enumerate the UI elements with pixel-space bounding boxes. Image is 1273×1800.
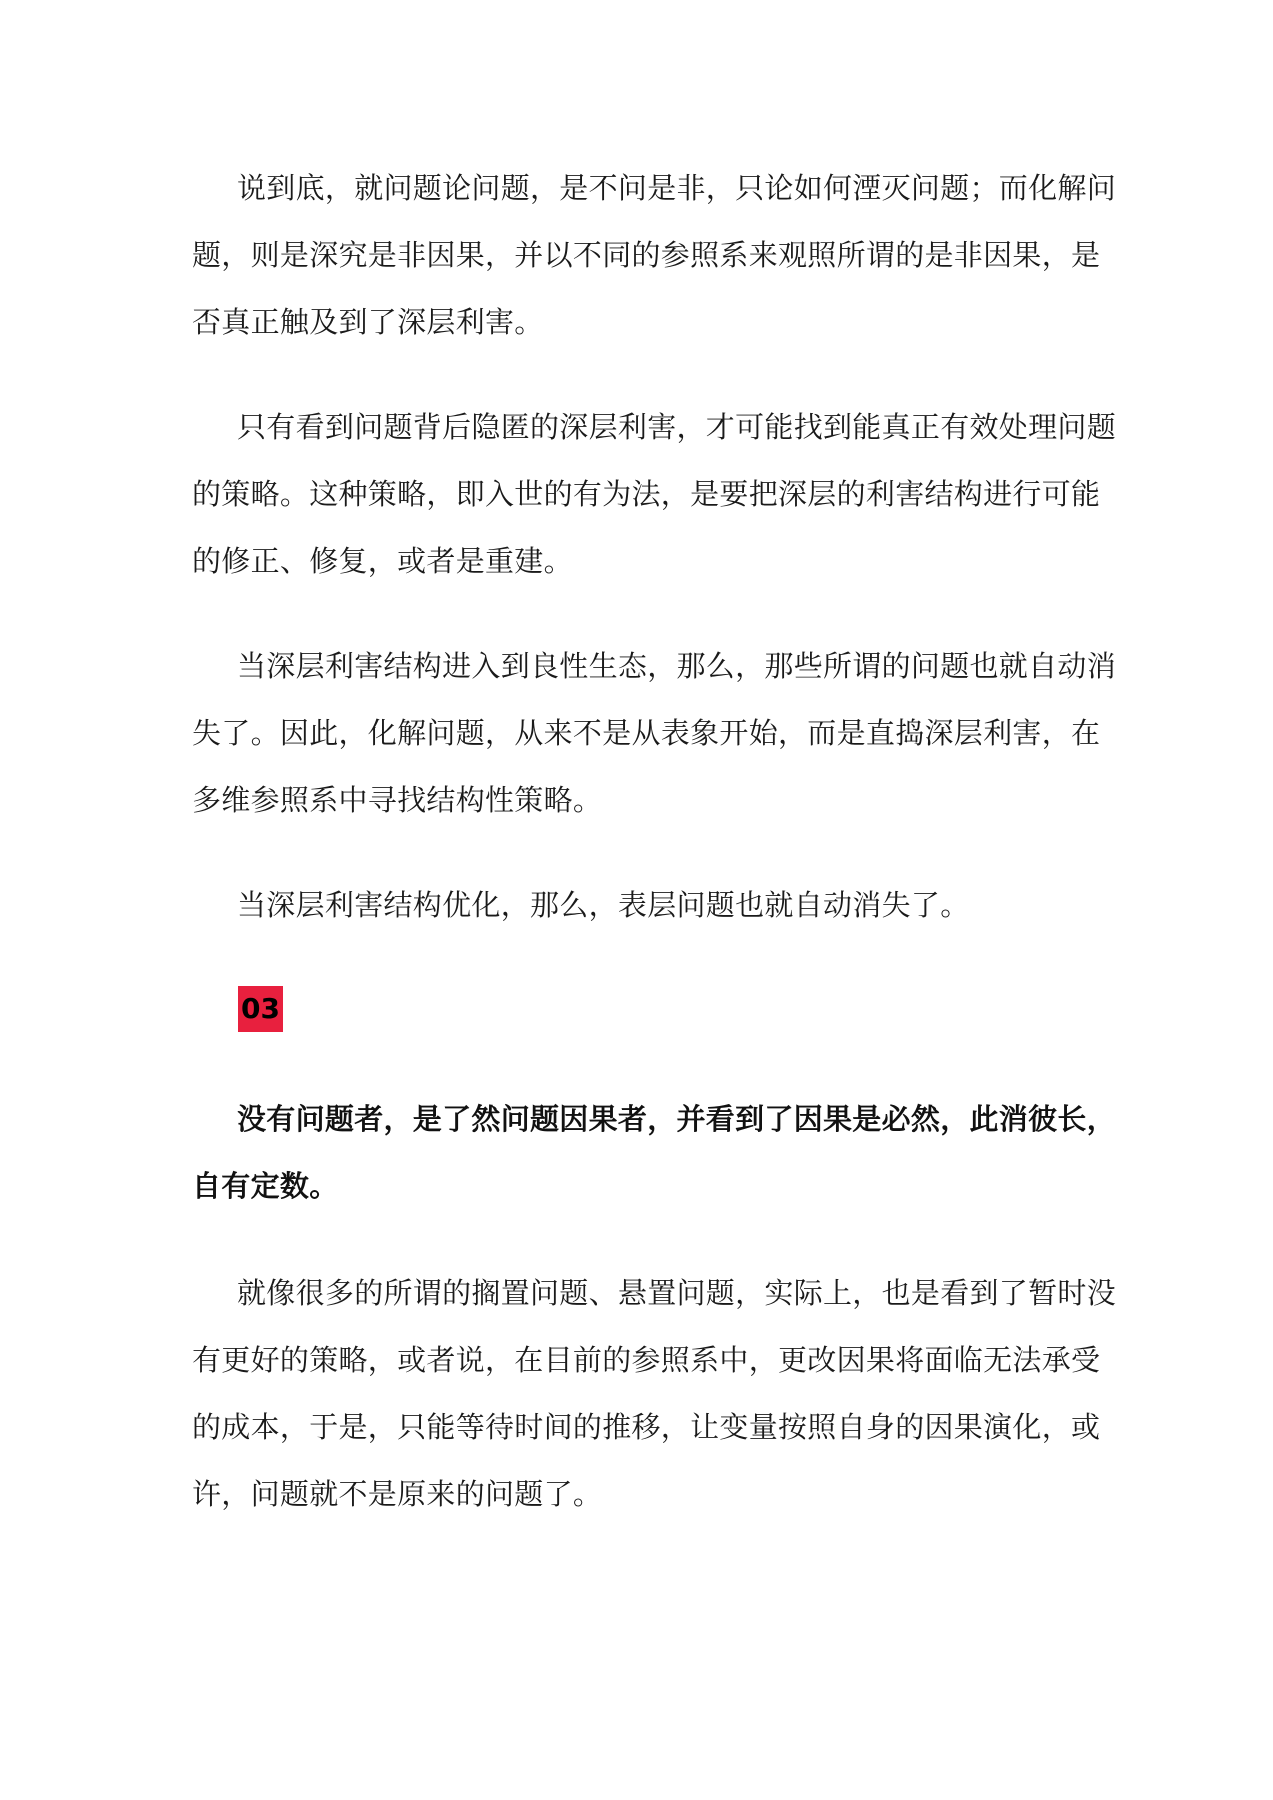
paragraph-2 bbox=[192, 394, 1117, 595]
paragraph-line: 没有问题者，是了然问题因果者，并看到了因果是必然，此消彼长， bbox=[237, 1102, 1117, 1136]
paragraph-line: 许，问题就不是原来的问题了。 bbox=[192, 1477, 603, 1511]
paragraph-line: 多维参照系中寻找结构性策略。 bbox=[192, 783, 603, 817]
paragraph-line: 自有定数。 bbox=[192, 1169, 339, 1203]
paragraph-line: 题，则是深究是非因果，并以不同的参照系来观照所谓的是非因果，是 bbox=[192, 238, 1101, 272]
paragraph-line: 说到底，就问题论问题，是不问是非，只论如何湮灭问题；而化解问 bbox=[237, 171, 1117, 205]
paragraph-line: 否真正触及到了深层利害。 bbox=[192, 305, 544, 339]
paragraph-6 bbox=[192, 1260, 1117, 1528]
paragraph-line: 的修正、修复，或者是重建。 bbox=[192, 544, 573, 578]
paragraph-line: 只有看到问题背后隐匿的深层利害，才可能找到能真正有效处理问题 bbox=[237, 410, 1117, 444]
paragraph-line: 当深层利害结构优化，那么，表层问题也就自动消失了。 bbox=[237, 888, 970, 922]
paragraph-3 bbox=[192, 633, 1117, 834]
paragraph-line: 当深层利害结构进入到良性生态，那么，那些所谓的问题也就自动消 bbox=[237, 649, 1117, 683]
section-number-badge: 03 bbox=[238, 986, 283, 1032]
bold-statement bbox=[192, 1086, 1117, 1220]
paragraph-1 bbox=[192, 155, 1117, 356]
paragraph-line: 失了。因此，化解问题，从来不是从表象开始，而是直捣深层利害，在 bbox=[192, 716, 1101, 750]
paragraph-line: 的成本，于是，只能等待时间的推移，让变量按照自身的因果演化，或 bbox=[192, 1410, 1101, 1444]
paragraph-line: 有更好的策略，或者说，在目前的参照系中，更改因果将面临无法承受 bbox=[192, 1343, 1101, 1377]
paragraph-line: 的策略。这种策略，即入世的有为法，是要把深层的利害结构进行可能 bbox=[192, 477, 1101, 511]
paragraph-line: 就像很多的所谓的搁置问题、悬置问题，实际上，也是看到了暂时没 bbox=[237, 1276, 1117, 1310]
paragraph-4 bbox=[192, 872, 1085, 939]
